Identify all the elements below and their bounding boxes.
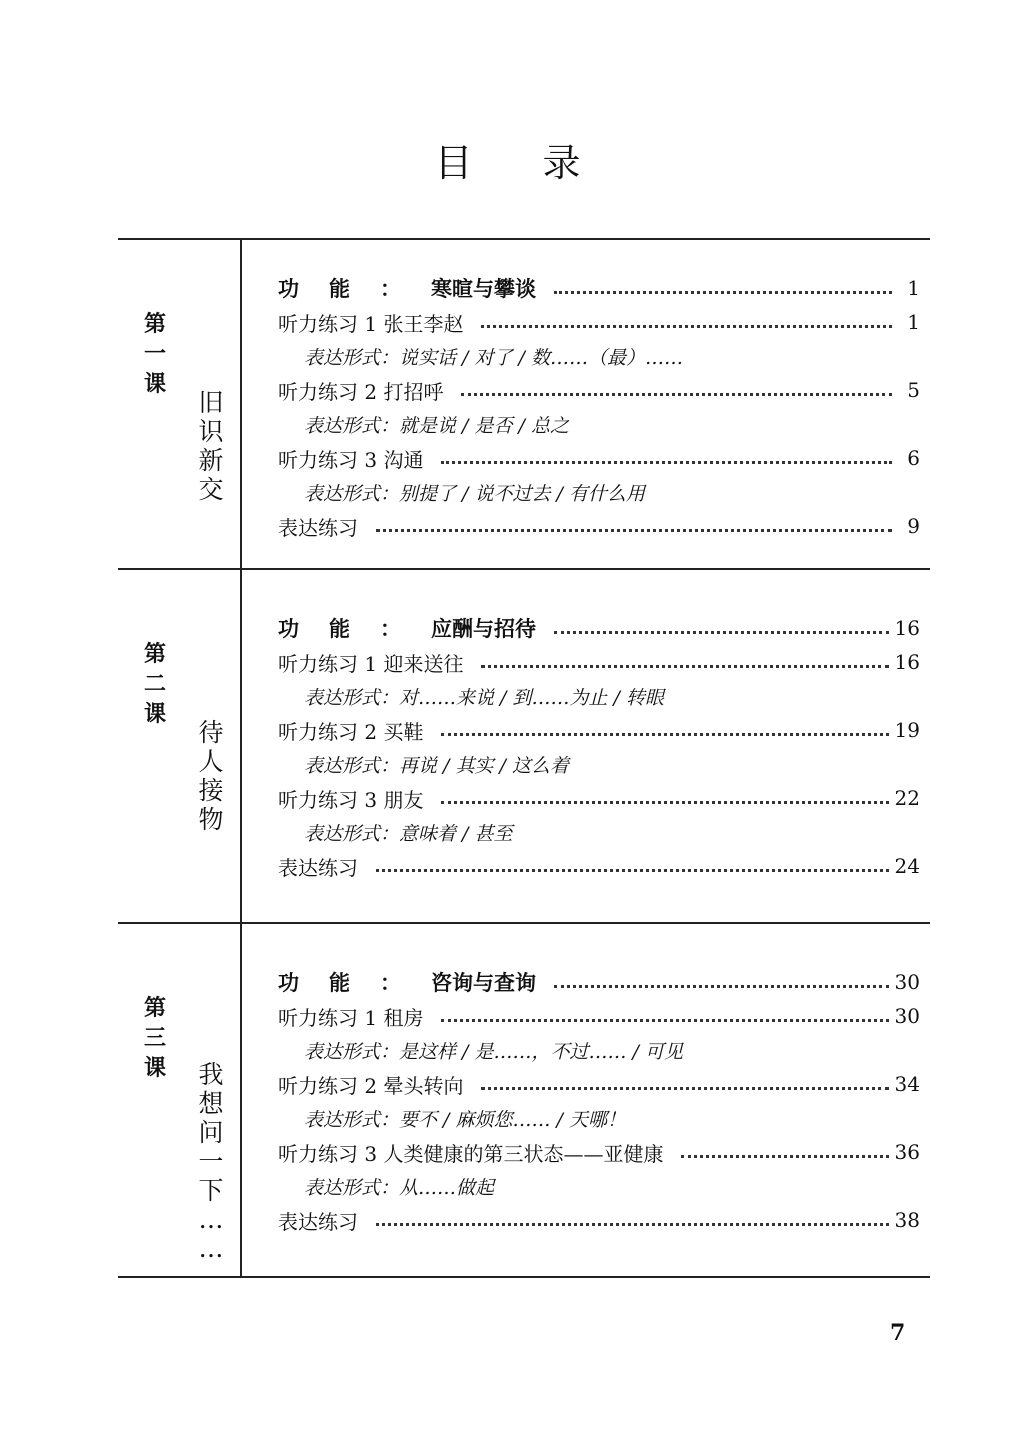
toc-entry-label: 听力练习 2 打招呼 [278,379,444,404]
lesson-theme-char: 问 [198,1118,224,1147]
toc-entry-row[interactable] [278,781,920,815]
toc-entry-label: 表达形式：别提了 / 说不过去 / 有什么用 [304,482,645,505]
toc-entry-row[interactable] [278,999,920,1033]
toc-expression-row [278,815,920,849]
lesson-number [140,310,170,400]
leader-dots [481,1083,888,1090]
lesson-section [118,568,930,924]
toc-function-row[interactable] [278,611,920,645]
lesson-theme-char: 人 [198,747,224,776]
lesson-number [140,640,170,730]
toc-page-number: 22 [894,786,920,810]
toc-entry-label: 听力练习 3 人类健康的第三状态——亚健康 [278,1141,664,1166]
leader-dots [554,627,889,634]
lesson-theme-char: … [198,1205,224,1234]
toc-entry-row[interactable] [278,713,920,747]
lesson-section [118,922,930,1278]
toc-entry-row[interactable] [278,849,920,883]
toc-expression-row [278,679,920,713]
leader-dots [376,525,892,532]
leader-dots [481,661,888,668]
function-heading: 功能： [278,617,431,641]
toc-entry-row[interactable] [278,1203,920,1237]
toc-entries [278,965,920,1237]
leader-dots [376,1219,889,1226]
lesson-theme-char: 想 [198,1089,224,1118]
toc-entry-label: 听力练习 2 买鞋 [278,719,424,744]
toc-page-number: 19 [894,718,920,742]
leader-dots [461,389,892,396]
lesson-theme-char: 新 [198,446,224,475]
toc-page-number: 16 [894,650,920,674]
toc-entry-label: 表达形式：要不 / 麻烦您…… / 天哪！ [304,1108,626,1131]
lesson-number-char: 课 [143,372,166,397]
function-heading: 功能： [278,277,431,301]
page-number: 7 [890,1320,906,1346]
lesson-theme-char: 一 [198,1147,224,1176]
lesson-number-char: 二 [143,672,166,697]
toc-entry-label: 听力练习 1 张王李赵 [278,311,464,336]
lesson-number-char: 第 [143,312,166,337]
toc-entry-row[interactable] [278,441,920,475]
lesson-number-char: 三 [143,1026,166,1051]
toc-expression-row [278,1033,920,1067]
toc-entry-label: 听力练习 2 晕头转向 [278,1073,464,1098]
function-topic: 应酬与招待 [431,617,536,641]
toc-page-number: 38 [894,1208,920,1232]
toc-entry-label: 表达练习 [278,515,358,540]
toc-page-number: 16 [894,616,920,640]
toc-entry-label: 表达形式：再说 / 其实 / 这么着 [304,754,569,777]
toc-function-label [278,613,536,643]
lesson-theme [196,388,226,504]
toc-entry-row[interactable] [278,373,920,407]
lesson-theme-char: 待 [198,718,224,747]
lesson-theme-char: 旧 [198,388,224,417]
toc-entry-label: 表达形式：从……做起 [304,1176,495,1199]
toc-function-row[interactable] [278,271,920,305]
toc-page-number: 24 [894,854,920,878]
page-title: 目录 [434,141,651,185]
lesson-number-char: 第 [143,642,166,667]
toc-entry-label: 听力练习 1 迎来送往 [278,651,464,676]
leader-dots [441,1015,888,1022]
toc-function-label [278,273,536,303]
toc-page-number: 5 [907,378,920,402]
lesson-section [118,238,930,570]
toc-entries [278,611,920,883]
toc-function-label [278,967,536,997]
toc-entry-label: 表达形式：意味着 / 甚至 [304,822,513,845]
toc-expression-row [278,747,920,781]
toc-expression-row [278,407,920,441]
toc-entry-label: 表达练习 [278,1209,358,1234]
leader-dots [554,981,889,988]
toc-entry-label: 表达形式：对……来说 / 到……为止 / 转眼 [304,686,664,709]
toc-entry-label: 表达练习 [278,855,358,880]
lesson-theme [196,718,226,834]
lesson-number-char: 课 [143,702,166,727]
leader-dots [681,1151,888,1158]
toc-entry-label: 表达形式：说实话 / 对了 / 数……（最）…… [304,346,683,369]
toc-function-row[interactable] [278,965,920,999]
leader-dots [441,797,888,804]
lesson-theme-char: 下 [198,1176,224,1205]
toc-entry-label: 表达形式：是这样 / 是……，不过…… / 可见 [304,1040,683,1063]
lesson-theme-char: 物 [198,805,224,834]
leader-dots [376,865,889,872]
toc-entry-row[interactable] [278,1135,920,1169]
lesson-theme-char: 我 [198,1060,224,1089]
lesson-number-char: 课 [143,1056,166,1081]
toc-entry-row[interactable] [278,645,920,679]
lesson-number-char: 一 [143,342,166,367]
toc-page-number: 9 [907,514,920,538]
leader-dots [554,287,892,294]
toc-entry-row[interactable] [278,509,920,543]
lesson-number [140,994,170,1084]
lesson-theme-char: 交 [198,475,224,504]
toc-entry-row[interactable] [278,305,920,339]
toc-entries [278,271,920,543]
toc-entry-row[interactable] [278,1067,920,1101]
lesson-theme-char: 接 [198,776,224,805]
toc-entry-label: 表达形式：就是说 / 是否 / 总之 [304,414,569,437]
lesson-number-char: 第 [143,996,166,1021]
toc-expression-row [278,1101,920,1135]
toc-page-number: 36 [894,1140,920,1164]
lesson-theme [196,1060,226,1263]
toc-expression-row [278,1169,920,1203]
leader-dots [481,321,892,328]
toc-expression-row [278,475,920,509]
toc-page-number: 30 [894,970,920,994]
toc-page-number: 34 [894,1072,920,1096]
toc-page-number: 1 [907,310,920,334]
toc-entry-label: 听力练习 1 租房 [278,1005,424,1030]
toc-entry-label: 听力练习 3 沟通 [278,447,424,472]
function-topic: 咨询与查询 [431,971,536,995]
function-heading: 功能： [278,971,431,995]
toc-entry-label: 听力练习 3 朋友 [278,787,424,812]
toc-page-number: 30 [894,1004,920,1028]
toc-page-number: 6 [907,446,920,470]
leader-dots [441,457,892,464]
toc-page-number: 1 [907,276,920,300]
function-topic: 寒暄与攀谈 [431,277,536,301]
lesson-theme-char: … [198,1234,224,1263]
leader-dots [441,729,888,736]
lesson-theme-char: 识 [198,417,224,446]
toc-expression-row [278,339,920,373]
